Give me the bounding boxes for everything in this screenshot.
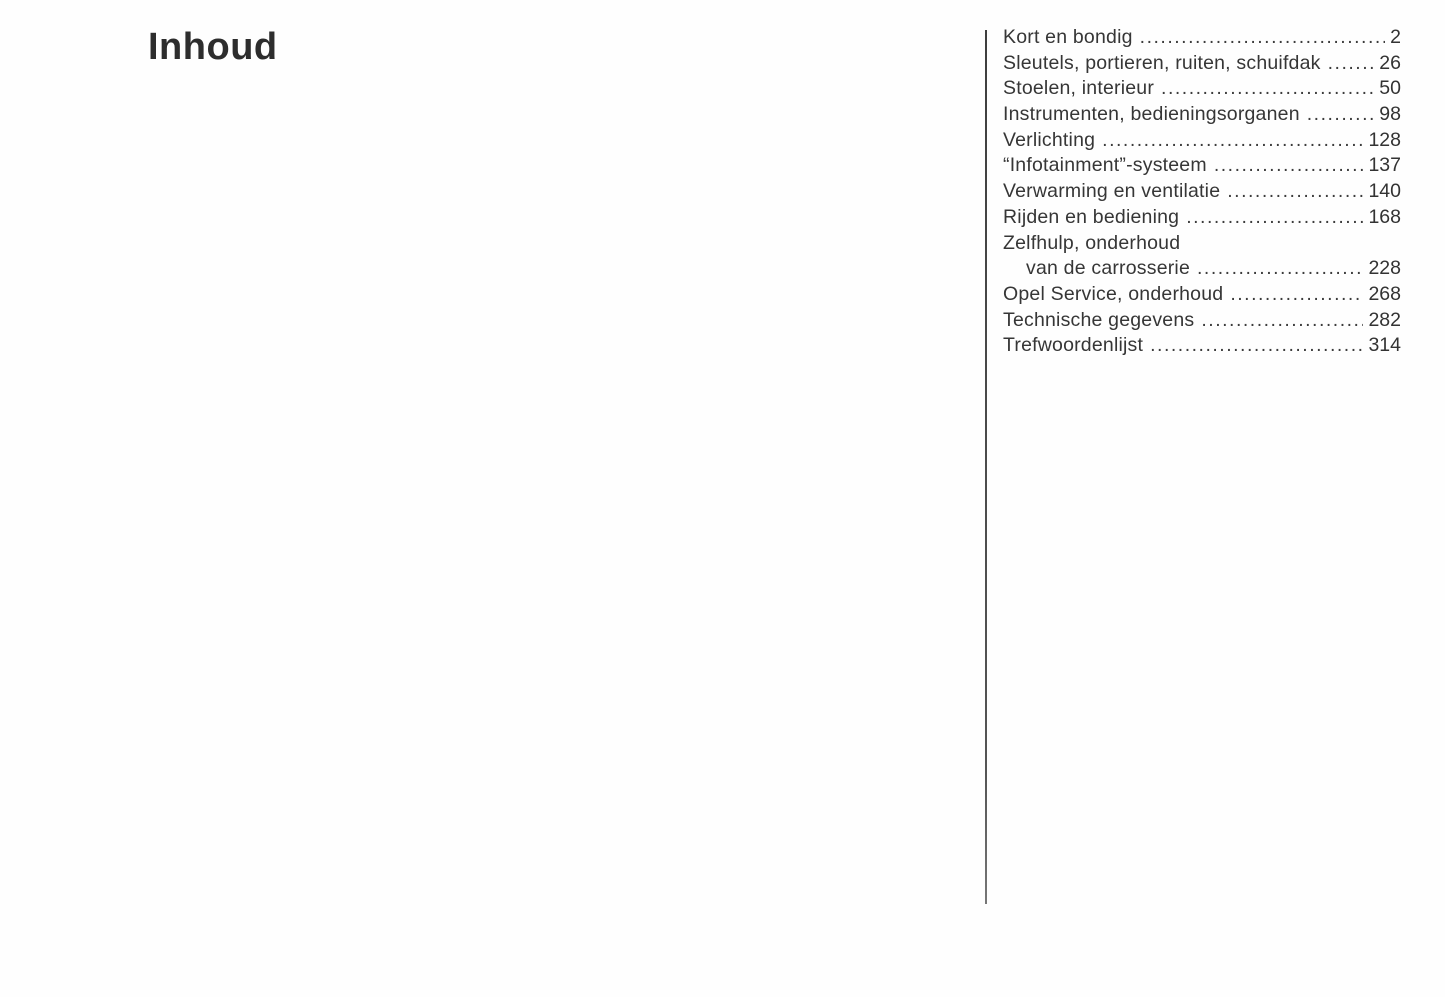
toc-entry: [1003, 283, 1401, 309]
toc-entry-page: 168: [1368, 205, 1401, 228]
toc-entry: [1003, 180, 1401, 206]
dot-leader: [1150, 334, 1363, 357]
toc-entry-page: 50: [1379, 77, 1401, 100]
dot-leader: [1102, 129, 1363, 152]
dot-leader: [1186, 206, 1363, 229]
toc-entry-label: van de carrosserie: [1026, 257, 1191, 280]
dot-leader: [1197, 257, 1363, 280]
toc-entry: [1003, 103, 1401, 129]
toc-entry-page: 128: [1368, 128, 1401, 151]
toc-entry-label: Instrumenten, bedieningsorganen: [1003, 103, 1300, 126]
table-of-contents: [1003, 26, 1401, 360]
page-title: Inhoud: [148, 26, 278, 68]
toc-entry-label: Stoelen, interieur: [1003, 77, 1155, 100]
toc-entry: [1003, 129, 1401, 155]
toc-entry-label: “Infotainment”-systeem: [1003, 154, 1207, 177]
toc-entry: [1003, 309, 1401, 335]
toc-entry: [1003, 26, 1401, 52]
dot-leader: [1307, 103, 1375, 126]
toc-entry-page: 282: [1368, 308, 1401, 331]
toc-entry: [1003, 232, 1401, 258]
dot-leader: [1227, 180, 1363, 203]
toc-entry: [1003, 257, 1401, 283]
toc-entry: [1003, 154, 1401, 180]
toc-entry-label: Verwarming en ventilatie: [1003, 180, 1221, 203]
toc-entry-page: 314: [1368, 334, 1401, 357]
toc-entry-label: Kort en bondig: [1003, 26, 1133, 48]
toc-entry: [1003, 77, 1401, 103]
toc-entry-page: 268: [1368, 282, 1401, 305]
toc-entry-page: 137: [1368, 154, 1401, 177]
dot-leader: [1201, 309, 1363, 332]
toc-entry: [1003, 52, 1401, 78]
dot-leader: [1230, 283, 1363, 306]
dot-leader: [1161, 77, 1374, 100]
toc-entry-label: Technische gegevens: [1003, 308, 1195, 331]
toc-entry-page: 26: [1379, 51, 1401, 74]
toc-entry-page: 140: [1368, 180, 1401, 203]
toc-entry-page: 228: [1368, 257, 1401, 280]
toc-entry-label: Zelfhulp, onderhoud: [1003, 231, 1181, 254]
dot-leader: [1140, 26, 1385, 49]
toc-entry: [1003, 206, 1401, 232]
toc-entry-label: Trefwoordenlijst: [1003, 334, 1144, 357]
toc-entry-page: 98: [1379, 103, 1401, 126]
vertical-divider: [985, 30, 987, 904]
toc-entry-page: 2: [1390, 26, 1401, 48]
toc-entry-label: Rijden en bediening: [1003, 205, 1180, 228]
toc-entry-label: Opel Service, onderhoud: [1003, 282, 1224, 305]
toc-entry: [1003, 334, 1401, 360]
toc-entry-label: Sleutels, portieren, ruiten, schuifdak: [1003, 51, 1321, 74]
dot-leader: [1214, 154, 1364, 177]
dot-leader: [1328, 52, 1375, 75]
toc-entry-label: Verlichting: [1003, 128, 1096, 151]
